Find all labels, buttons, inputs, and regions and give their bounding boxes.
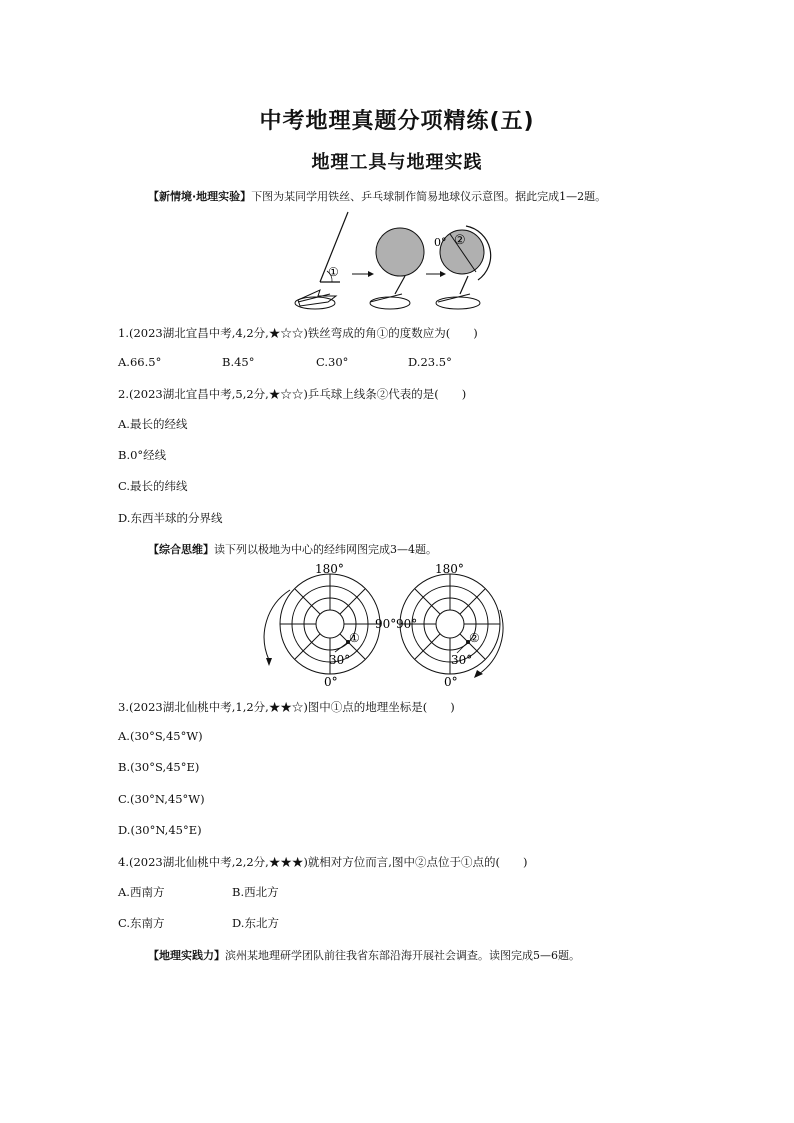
q4-option-c: C.东南方 xyxy=(118,916,165,930)
q3-option-b: B.(30°S,45°E) xyxy=(118,760,200,774)
q1-option-c: C.30° xyxy=(316,355,349,369)
polar-maps-figure xyxy=(255,560,535,692)
section-intro-3 xyxy=(148,947,580,963)
q2-option-c: C.最长的纬线 xyxy=(118,479,188,493)
page-subtitle: 地理工具与地理实践 xyxy=(311,152,483,173)
stage-globe xyxy=(434,226,491,309)
section-text: 读下列以极地为中心的经纬网图完成3—4题。 xyxy=(214,543,437,556)
label-180: 180° xyxy=(315,562,344,576)
q2-option-a: A.最长的经线 xyxy=(118,417,188,431)
section-tag: 【综合思维】 xyxy=(148,543,214,556)
q4-option-d: D.东北方 xyxy=(232,916,279,930)
q1-option-b: B.45° xyxy=(222,355,255,369)
section-intro-2 xyxy=(148,541,437,557)
stage-ball xyxy=(370,228,424,309)
section-intro-1 xyxy=(148,188,606,204)
polar-map-right xyxy=(396,562,503,689)
section-text: 滨州某地理研学团队前往我省东部沿海开展社会调查。读图完成5—6题。 xyxy=(225,949,580,962)
label-0: 0° xyxy=(444,675,458,689)
point-2-label: ② xyxy=(469,631,480,645)
question-3: 3.(2023湖北仙桃中考,1,2分,★★☆)图中①点的地理坐标是( ) xyxy=(118,700,455,714)
q3-option-a: A.(30°S,45°W) xyxy=(118,729,203,743)
section-text: 下图为某同学用铁丝、乒乓球制作简易地球仪示意图。据此完成1—2题。 xyxy=(251,190,607,203)
question-1: 1.(2023湖北宜昌中考,4,2分,★☆☆)铁丝弯成的角①的度数应为( ) xyxy=(118,326,478,340)
label-90-left: 90° xyxy=(396,617,418,631)
label-lat-30: 30° xyxy=(451,653,473,667)
page-title: 中考地理真题分项精练(五) xyxy=(259,109,535,134)
q4-option-a: A.西南方 xyxy=(118,885,165,899)
polar-map-left xyxy=(264,562,396,689)
label-180: 180° xyxy=(435,562,464,576)
globe-making-figure xyxy=(290,210,500,320)
q1-option-d: D.23.5° xyxy=(408,355,452,369)
label-0: 0° xyxy=(324,675,338,689)
q4-option-b: B.西北方 xyxy=(232,885,279,899)
section-tag: 【新情境·地理实验】 xyxy=(148,190,252,203)
label-lat-30: 30° xyxy=(329,653,351,667)
q1-option-a: A.66.5° xyxy=(118,355,162,369)
zero-label: 0° xyxy=(434,236,447,249)
angle-label: ① xyxy=(328,265,339,279)
line-label: ② xyxy=(454,233,466,248)
q3-option-c: C.(30°N,45°W) xyxy=(118,792,205,806)
section-tag: 【地理实践力】 xyxy=(148,949,225,962)
stage-wire xyxy=(295,212,348,309)
point-1-label: ① xyxy=(349,631,360,645)
label-90-right: 90° xyxy=(375,617,397,631)
q2-option-b: B.0°经线 xyxy=(118,448,167,462)
question-2: 2.(2023湖北宜昌中考,5,2分,★☆☆)乒乓球上线条②代表的是( ) xyxy=(118,387,467,401)
q3-option-d: D.(30°N,45°E) xyxy=(118,823,202,837)
question-4: 4.(2023湖北仙桃中考,2,2分,★★★)就相对方位而言,图中②点位于①点的( ) xyxy=(118,855,528,869)
q2-option-d: D.东西半球的分界线 xyxy=(118,511,223,525)
